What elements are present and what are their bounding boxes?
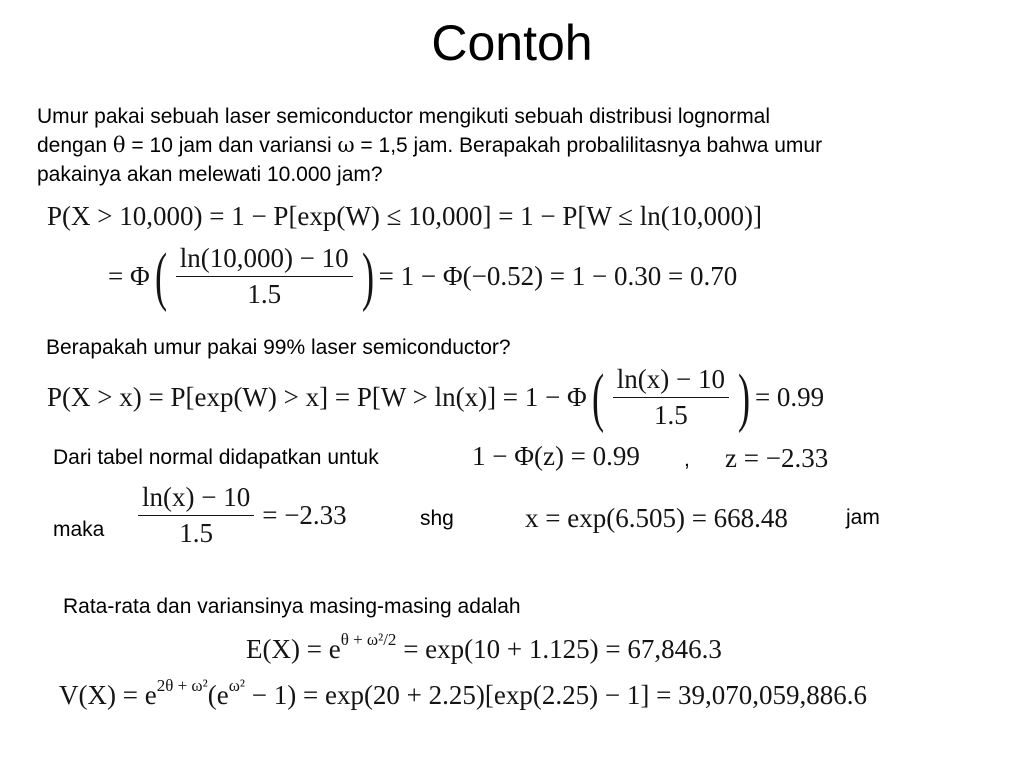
equation-phi-z: 1 − Φ(z) = 0.99 [472, 441, 640, 471]
fraction-denominator: 1.5 [247, 279, 282, 309]
problem-line-2: dengan θ = 10 jam dan variansi ω = 1,5 jam. Berapakah probalilitasnya bahwa umur [37, 133, 823, 157]
fraction-numerator: ln(x) − 10 [616, 364, 725, 394]
equation-z-value: z = −2.33 [725, 443, 829, 473]
right-paren: ) [361, 239, 374, 313]
jam-label: jam [846, 506, 880, 529]
problem-line-1: Umur pakai sebuah laser semiconductor mengikuti sebuah distribusi lognormal [37, 105, 771, 128]
fraction-numerator: ln(10,000) − 10 [179, 243, 349, 273]
equation-variance: $V(X) = e^{2\theta + \omega^2}(e^{\omega^2} - 1) = \exp(20 + 2.25)[\exp(2.25) - 1] = 39,070,059,886.6$ [59, 676, 868, 710]
variance-exponent-1: 2θ + ω² [156, 676, 208, 695]
shg-label: shg [420, 507, 454, 530]
problem-line-3: pakainya akan melewati 10.000 jam? [37, 163, 383, 186]
equation-mean: $E(X) = e^{\theta + \omega^2/2} = \exp(10 + 1.125) = 67,846.3$ [246, 630, 722, 664]
fraction-denominator: 1.5 [653, 400, 688, 430]
left-paren: ( [154, 239, 167, 313]
equation-x-value: x = exp(6.505) = 668.48 [525, 503, 788, 533]
fraction [138, 482, 254, 549]
fraction [613, 364, 729, 431]
comma: , [684, 448, 690, 471]
fraction [176, 243, 353, 310]
equation-quantile [47, 360, 825, 434]
omega-symbol: ω [337, 133, 355, 157]
mean-exponent: θ + ω²/2 [340, 630, 397, 649]
equation-probability-line2 [108, 239, 738, 313]
mean-variance-text: Rata-rata dan variansinya masing-masing adalah [63, 595, 521, 618]
variance-exponent-2: ω² [228, 676, 246, 695]
right-paren: ) [737, 360, 750, 434]
problem-statement [37, 102, 1002, 189]
slide-title: Contoh [431, 15, 593, 71]
ln-x-result: = −2.33 [262, 500, 347, 530]
equation-ln-x [134, 482, 347, 549]
maka-label: maka [53, 518, 105, 541]
theta-symbol: θ [112, 133, 126, 157]
question-99-percent: Berapakah umur pakai 99% laser semiconductor? [46, 336, 511, 359]
quantile-right: = 0.99 [754, 382, 825, 412]
normal-table-text: Dari tabel normal didapatkan untuk [53, 446, 379, 469]
probability-result: = 1 − Φ(−0.52) = 1 − 0.30 = 0.70 [378, 261, 738, 291]
fraction-numerator: ln(x) − 10 [142, 482, 251, 512]
quantile-left: P(X > x) = P[exp(W) > x] = P[W > ln(x)] = 1 − Φ [47, 382, 587, 412]
left-paren: ( [591, 360, 604, 434]
equation-probability-line1: P(X > 10,000) = 1 − P[exp(W) ≤ 10,000] = 1 − P[W ≤ ln(10,000)] [47, 201, 762, 231]
fraction-denominator: 1.5 [179, 518, 213, 548]
phi-prefix: = Φ [108, 261, 150, 291]
